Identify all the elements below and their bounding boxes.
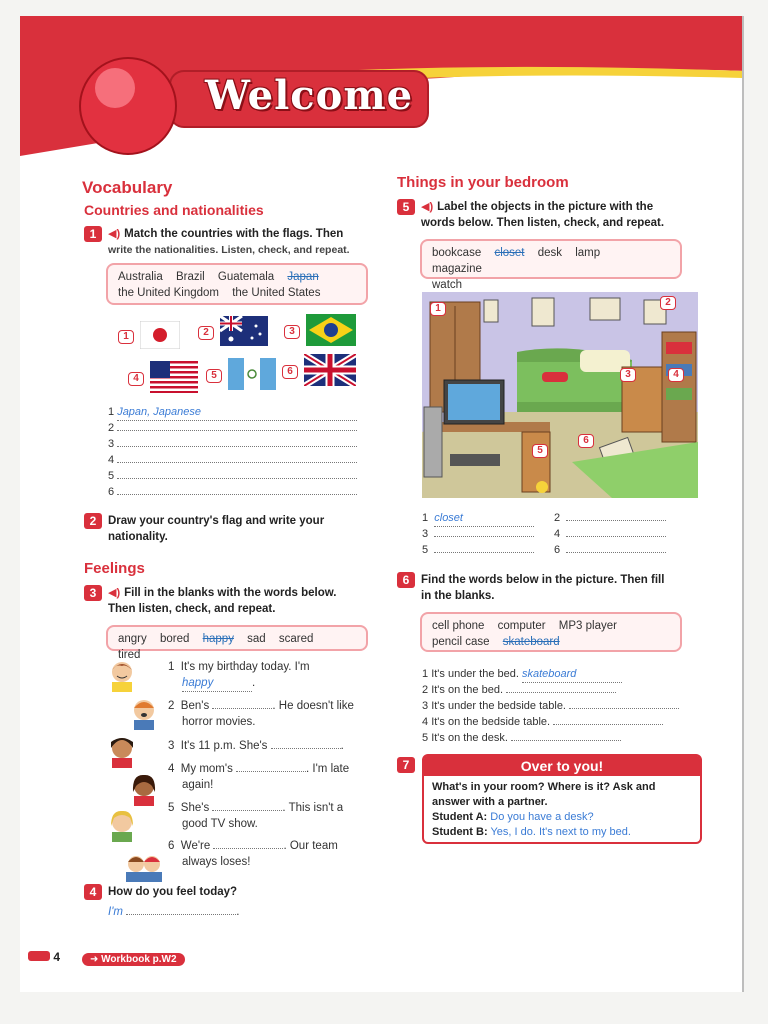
exercise-4-answer-line[interactable]: I'm . <box>108 906 240 918</box>
exercise-5-instruction: 5 ◀) Label the objects in the picture with the words below. Then listen, check, and repeat. <box>397 199 697 231</box>
bedroom-heading: Things in your bedroom <box>397 174 569 191</box>
flag-2: 2 <box>198 316 268 346</box>
australia-flag-icon <box>220 316 268 346</box>
feelings-item-6: 6 We're . Our team always loses! <box>168 840 338 868</box>
exercise-1-answer-lines <box>108 404 357 500</box>
flag-5: 5 <box>206 358 276 390</box>
usa-flag-icon <box>150 361 198 393</box>
pic-label-1: 1 <box>430 302 446 316</box>
feelings-item-5: 5 She's . This isn't a good TV show. <box>168 802 344 830</box>
pic-label-2: 2 <box>660 296 676 310</box>
workbook-page <box>20 16 744 992</box>
scared-boy-avatar <box>128 696 160 730</box>
exercise-2-instruction: 2 Draw your country's flag and write your nationality. <box>84 513 384 545</box>
bedroom-illustration <box>422 292 698 498</box>
list-item[interactable]: 2 It's on the bed. <box>422 682 712 698</box>
vocabulary-heading: Vocabulary <box>82 178 173 197</box>
exercise-6-items <box>422 666 712 746</box>
over-to-you-title: Over to you! <box>424 756 700 776</box>
feelings-word-box: angry bored happy sad scared tired <box>106 625 368 651</box>
answer-line[interactable]: 6 <box>108 484 357 500</box>
pic-label-3: 3 <box>620 368 636 382</box>
brazil-flag-icon <box>306 314 356 346</box>
exercise-5-answers-right: 2 4 6 <box>554 510 684 558</box>
over-to-you-box: Over to you! What's in your room? Where is it? Ask and answer with a partner. Student A: Do you have a desk? Student B: Yes, I do. It's next to my bed. <box>422 754 702 844</box>
exercise-4-instruction: 4 How do you feel today? <box>84 884 237 900</box>
flag-6: 6 <box>282 354 356 386</box>
answer-line[interactable]: 2 <box>108 420 357 436</box>
pic-label-4: 4 <box>668 368 684 382</box>
exercise-7-number: 7 <box>397 756 421 774</box>
exercise-5-answers-left: 1 closet 3 5 <box>422 510 552 558</box>
bored-girl-avatar <box>106 808 138 842</box>
flag-3: 3 <box>284 314 356 346</box>
countries-subheading: Countries and nationalities <box>84 202 264 218</box>
workbook-link[interactable]: ➜ Workbook p.W2 <box>82 949 185 967</box>
page-title: Welcome <box>205 72 414 119</box>
japan-flag-icon <box>140 321 180 349</box>
guatemala-flag-icon <box>228 358 276 390</box>
answer-line[interactable]: 1 Japan, Japanese <box>108 404 357 420</box>
arrow-right-icon: ➜ <box>90 954 99 965</box>
bedroom-word-box: bookcase closet desk lamp magazine watch <box>420 239 682 279</box>
pic-label-5: 5 <box>532 444 548 458</box>
boy-avatar <box>106 658 138 692</box>
answer-line[interactable]: 3 <box>108 436 357 452</box>
feelings-item-4: 4 My mom's . I'm late again! <box>168 763 350 791</box>
feelings-item-2: 2 Ben's . He doesn't like horror movies. <box>168 700 354 728</box>
list-item[interactable]: 1 It's under the bed. skateboard <box>422 666 712 682</box>
page-number: 4 <box>28 950 60 964</box>
list-item[interactable]: 5 It's on the desk. <box>422 730 712 746</box>
audio-icon[interactable]: ◀) <box>108 587 121 600</box>
exercise-1-number: 1 <box>84 226 102 242</box>
flag-4: 4 <box>128 361 198 393</box>
audio-icon[interactable]: ◀) <box>108 228 121 241</box>
mom-avatar <box>128 772 160 806</box>
audio-icon[interactable]: ◀) <box>421 201 434 214</box>
flag-1: 1 <box>118 321 180 349</box>
exercise-1-instruction: 1 ◀) Match the countries with the flags. Then write the nationalities. Listen, check, and repeat. <box>84 226 384 258</box>
countries-word-box: Australia Brazil Guatemala Japan the United Kingdom the United States <box>106 263 368 305</box>
feelings-heading: Feelings <box>84 560 145 577</box>
feelings-item-3: 3 It's 11 p.m. She's . <box>168 740 344 752</box>
objects-word-box: cell phone computer MP3 player pencil case skateboard <box>420 612 682 652</box>
uk-flag-icon <box>304 354 356 386</box>
feelings-item-1: 1 It's my birthday today. I'm happy . <box>168 659 378 692</box>
pic-label-6: 6 <box>578 434 594 448</box>
list-item[interactable]: 4 It's on the bedside table. <box>422 714 712 730</box>
answer-line[interactable]: 4 <box>108 452 357 468</box>
list-item[interactable]: 3 It's under the bedside table. <box>422 698 712 714</box>
sad-boys-avatar <box>124 848 164 882</box>
tired-girl-avatar <box>106 734 138 768</box>
answer-line[interactable]: 5 <box>108 468 357 484</box>
exercise-3-instruction: 3 ◀) Fill in the blanks with the words below. Then listen, check, and repeat. <box>84 585 384 617</box>
exercise-6-instruction: 6 Find the words below in the picture. Then fill in the blanks. <box>397 572 697 604</box>
